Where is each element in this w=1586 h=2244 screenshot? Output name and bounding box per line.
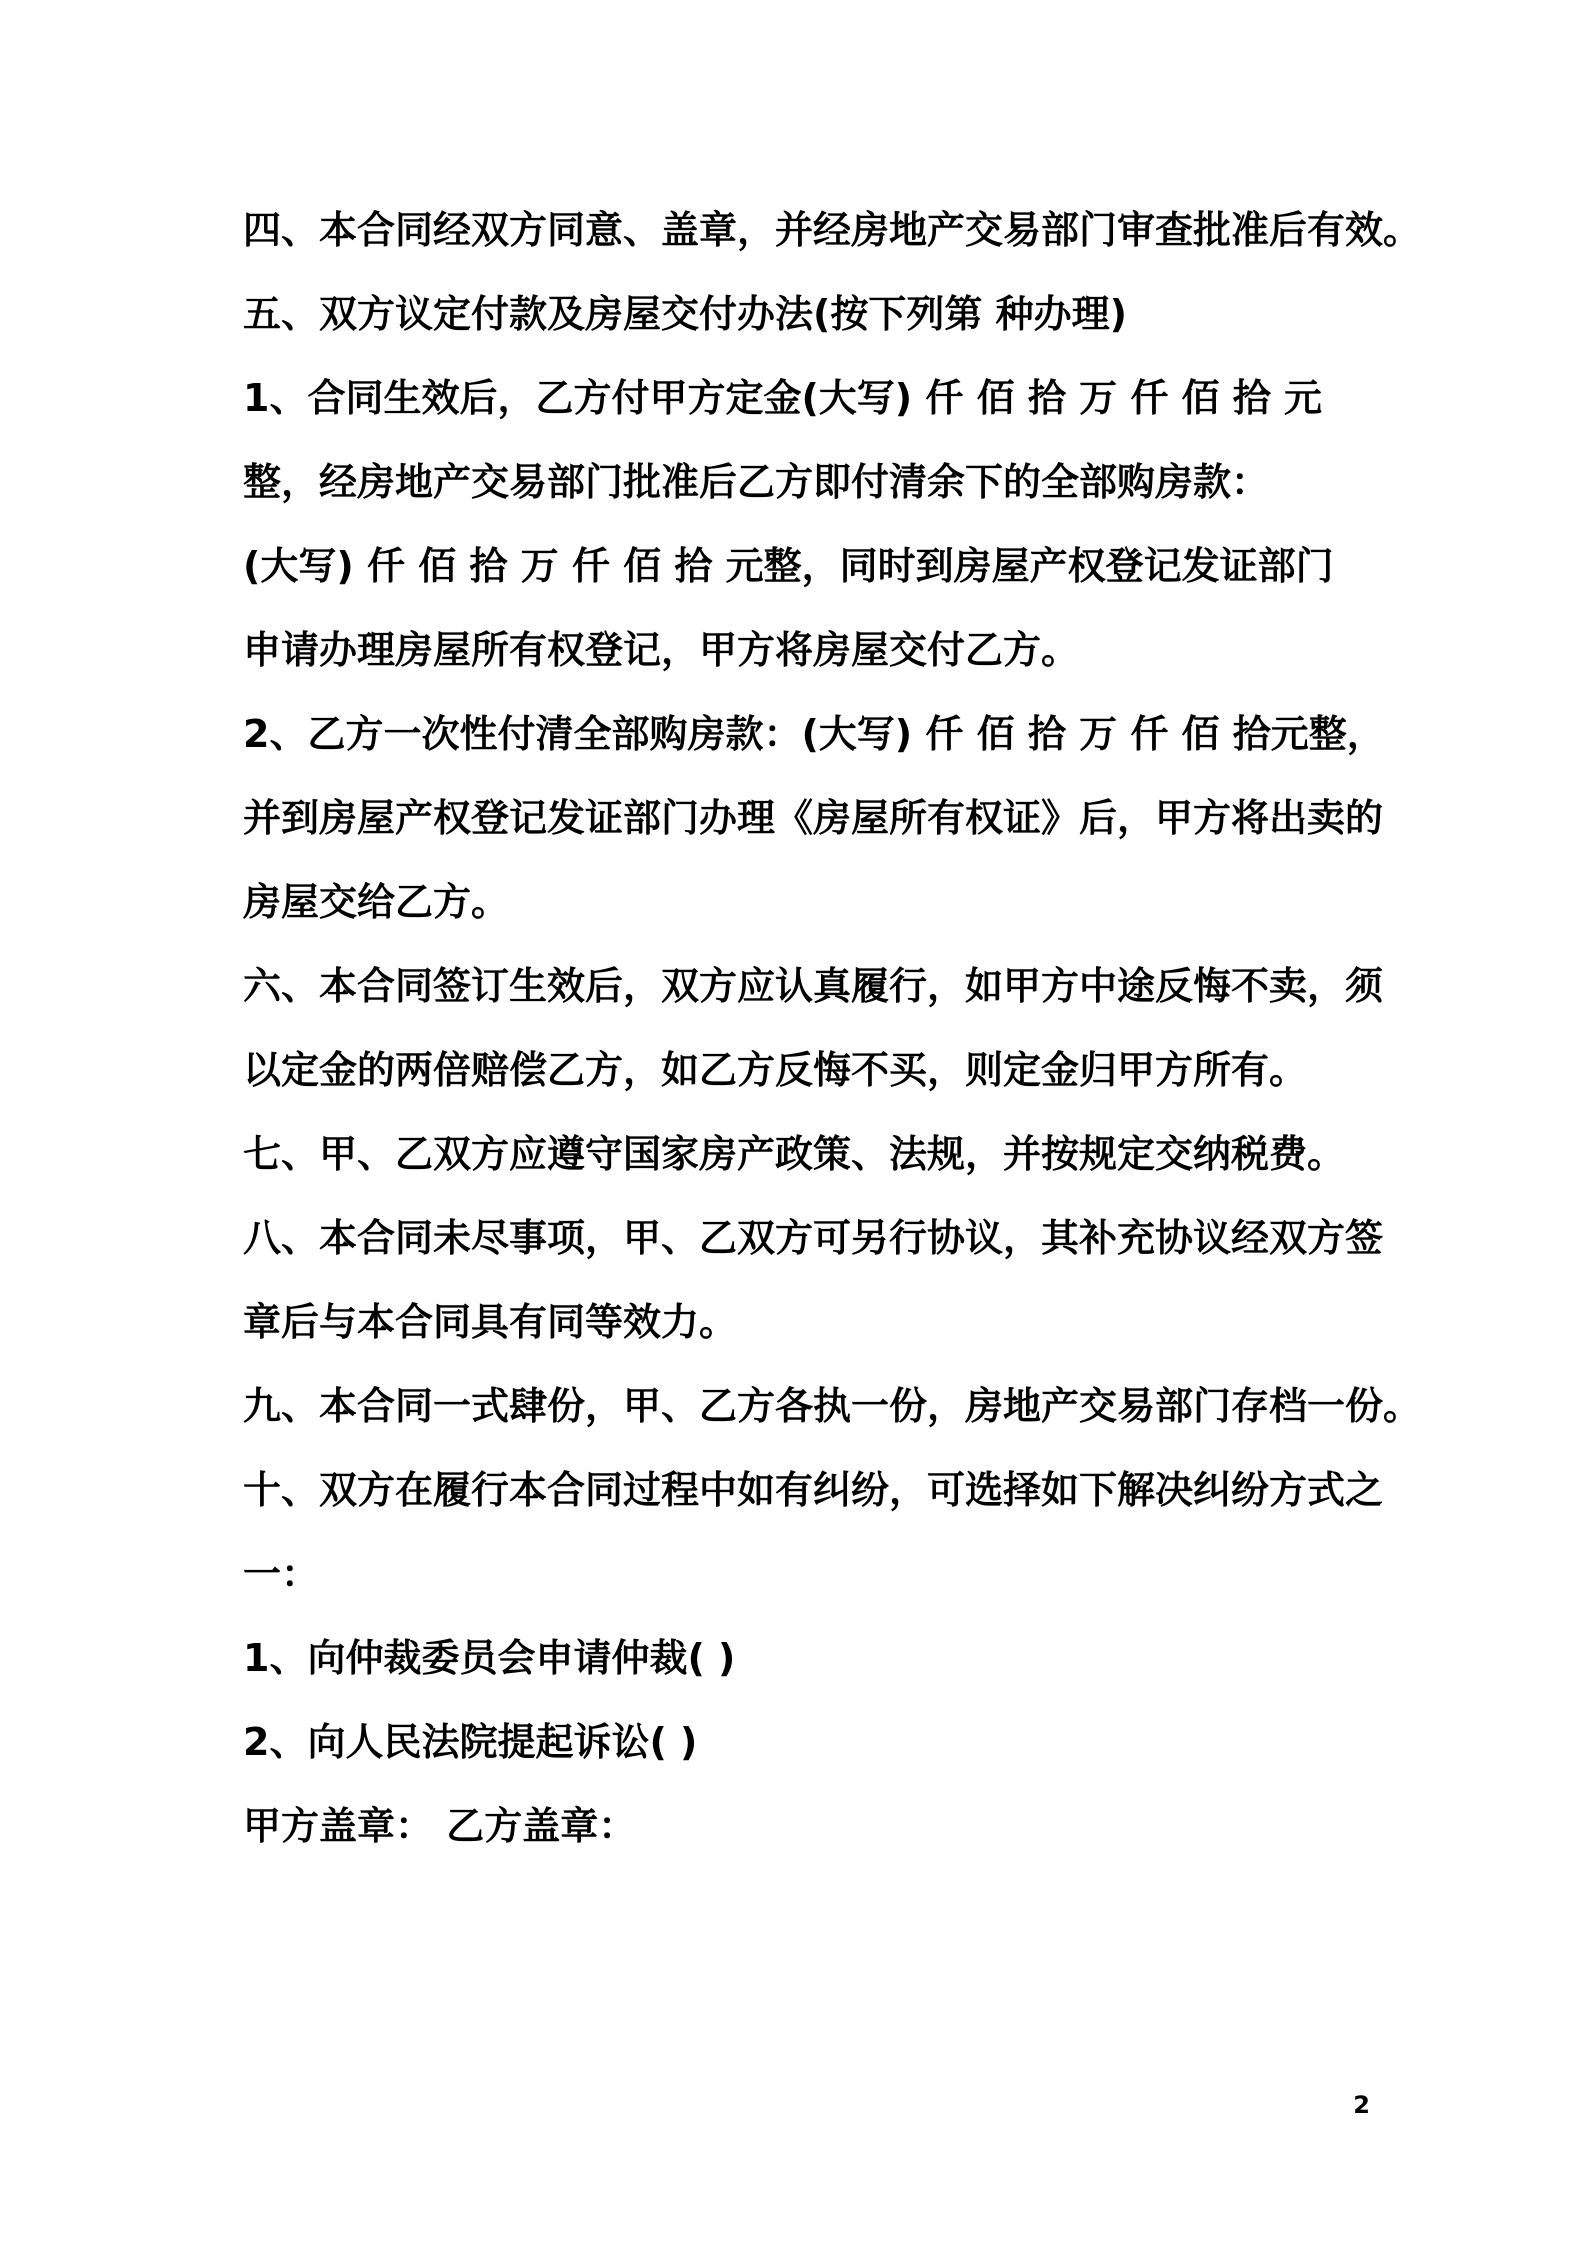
page-number: 2 [1353, 2091, 1370, 2119]
clause-ten-line-1: 十、双方在履行本合同过程中如有纠纷，可选择如下解决纠纷方式之 [243, 1468, 1384, 1512]
payment-option-one-line-3: (大写) 仟 佰 拾 万 仟 佰 拾 元整，同时到房屋产权登记发证部门 [243, 544, 1334, 588]
clause-seven: 七、甲、乙双方应遵守国家房产政策、法规，并按规定交纳税费。 [243, 1132, 1346, 1176]
payment-option-two-line-1: 2、乙方一次性付清全部购房款：(大写) 仟 佰 拾 万 仟 佰 拾元整， [243, 712, 1385, 756]
clause-eight-line-2: 章后与本合同具有同等效力。 [243, 1300, 738, 1344]
payment-option-one-line-4: 申请办理房屋所有权登记，甲方将房屋交付乙方。 [243, 628, 1080, 672]
payment-option-one-line-2: 整，经房地产交易部门批准后乙方即付清余下的全部购房款： [243, 460, 1270, 504]
clause-five: 五、双方议定付款及房屋交付办法(按下列第 种办理) [243, 292, 1127, 336]
clause-six-line-1: 六、本合同签订生效后，双方应认真履行，如甲方中途反悔不卖，须 [243, 964, 1384, 1008]
clause-six-line-2: 以定金的两倍赔偿乙方，如乙方反悔不买，则定金归甲方所有。 [243, 1048, 1308, 1092]
clause-nine: 九、本合同一式肆份，甲、乙方各执一份，房地产交易部门存档一份。 [243, 1384, 1422, 1428]
clause-ten-line-2: 一： [243, 1552, 320, 1596]
dispute-option-two: 2、向人民法院提起诉讼( ) [243, 1720, 698, 1764]
payment-option-two-line-3: 房屋交给乙方。 [243, 880, 510, 924]
clause-eight-line-1: 八、本合同未尽事项，甲、乙双方可另行协议，其补充协议经双方签 [243, 1216, 1384, 1260]
dispute-option-one: 1、向仲裁委员会申请仲裁( ) [243, 1636, 736, 1680]
signature-line: 甲方盖章： 乙方盖章： [243, 1804, 637, 1848]
payment-option-two-line-2: 并到房屋产权登记发证部门办理《房屋所有权证》后，甲方将出卖的 [243, 796, 1384, 840]
clause-four: 四、本合同经双方同意、盖章，并经房地产交易部门审查批准后有效。 [243, 208, 1422, 252]
payment-option-one-line-1: 1、合同生效后，乙方付甲方定金(大写) 仟 佰 拾 万 仟 佰 拾 元 [243, 376, 1323, 420]
